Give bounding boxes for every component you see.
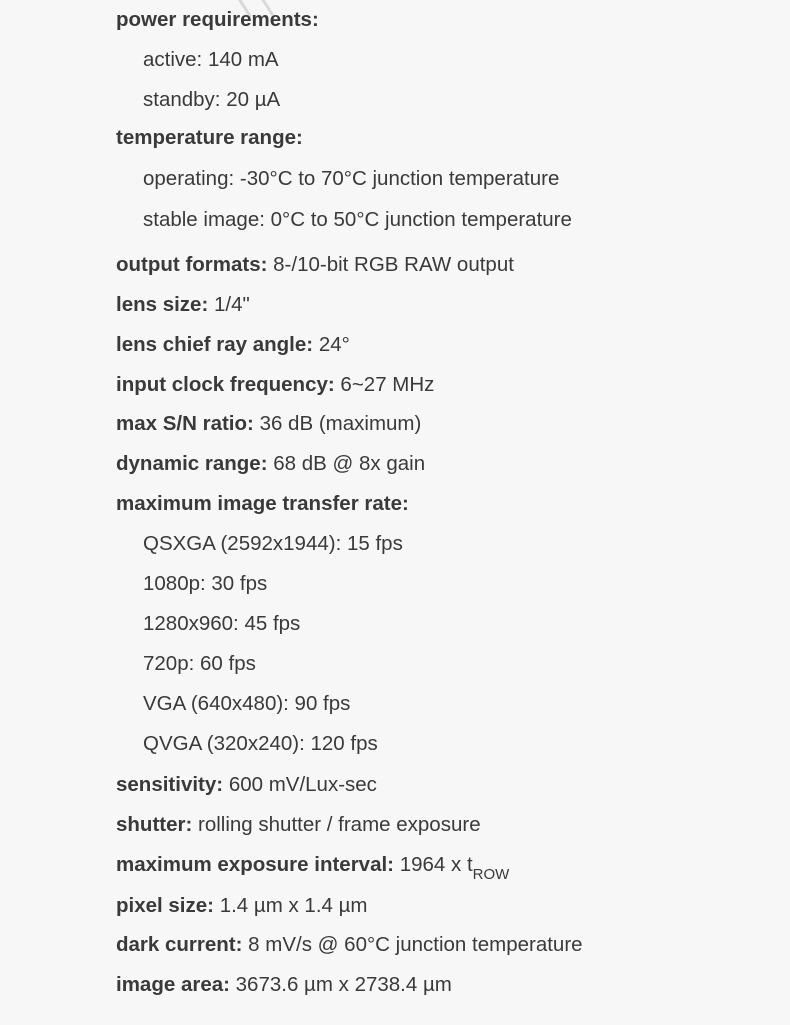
spec-sub-line: stable image: 0°C to 50°C junction temperature: [143, 208, 572, 231]
spec-item-shutter: [0, 805, 790, 845]
spec-sub-line: standby: 20 µA: [143, 88, 281, 111]
spec-label: shutter:: [116, 813, 193, 836]
spec-value: 24°: [318, 333, 350, 356]
spec-item-sensitivity: [0, 765, 790, 805]
spec-sub-line: active: 140 mA: [143, 48, 279, 71]
spec-value: 1.4 µm x 1.4 µm: [219, 894, 368, 917]
spec-item-temperature-range: [0, 118, 790, 240]
spec-item-power-requirements: [0, 0, 790, 120]
spec-item-pixel-size: [0, 886, 790, 926]
spec-value: 36 dB (maximum): [259, 412, 422, 435]
spec-label: lens chief ray angle:: [116, 333, 314, 356]
spec-value-subscript: ROW: [472, 866, 510, 883]
spec-value: 600 mV/Lux-sec: [228, 773, 377, 796]
spec-label: dark current:: [116, 933, 243, 956]
spec-sub-line: 720p: 60 fps: [143, 652, 256, 675]
spec-label: maximum exposure interval:: [116, 853, 394, 876]
spec-label: power requirements:: [116, 8, 319, 31]
spec-label: sensitivity:: [116, 773, 224, 796]
spec-item-max-sn-ratio: [0, 404, 790, 444]
spec-item-output-formats: [0, 245, 790, 285]
spec-value: 6~27 MHz: [340, 373, 435, 396]
spec-value: 68 dB @ 8x gain: [273, 452, 426, 475]
spec-label: output formats:: [116, 253, 268, 276]
spec-label: maximum image transfer rate:: [116, 492, 409, 515]
spec-item-maximum-exposure-interval: [0, 845, 790, 885]
spec-sub-line: 1280x960: 45 fps: [143, 612, 301, 635]
spec-value: 1/4": [214, 293, 250, 316]
spec-label: input clock frequency:: [116, 373, 335, 396]
spec-item-lens-chief-ray-angle: [0, 325, 790, 365]
spec-sub-line: VGA (640x480): 90 fps: [143, 692, 351, 715]
spec-label: pixel size:: [116, 894, 214, 917]
spec-item-dark-current: [0, 925, 790, 965]
spec-sub-line: 1080p: 30 fps: [143, 572, 268, 595]
spec-value: 1964 x t: [399, 853, 473, 876]
spec-value: 3673.6 µm x 2738.4 µm: [235, 973, 452, 996]
spec-value: 8-/10-bit RGB RAW output: [273, 253, 514, 276]
spec-label: temperature range:: [116, 126, 303, 149]
spec-item-maximum-image-transfer-rate: [0, 484, 790, 764]
spec-value: 8 mV/s @ 60°C junction temperature: [248, 933, 583, 956]
spec-label: max S/N ratio:: [116, 412, 254, 435]
spec-sub-line: QSXGA (2592x1944): 15 fps: [143, 532, 403, 555]
spec-label: dynamic range:: [116, 452, 268, 475]
spec-sub-line: QVGA (320x240): 120 fps: [143, 732, 378, 755]
spec-item-dynamic-range: [0, 444, 790, 484]
spec-item-input-clock-frequency: [0, 365, 790, 405]
spec-item-image-area: [0, 965, 790, 1005]
spec-label: lens size:: [116, 293, 209, 316]
spec-sub-line: operating: -30°C to 70°C junction temperature: [143, 167, 560, 190]
spec-value: rolling shutter / frame exposure: [198, 813, 481, 836]
spec-item-lens-size: [0, 285, 790, 325]
spec-label: image area:: [116, 973, 230, 996]
